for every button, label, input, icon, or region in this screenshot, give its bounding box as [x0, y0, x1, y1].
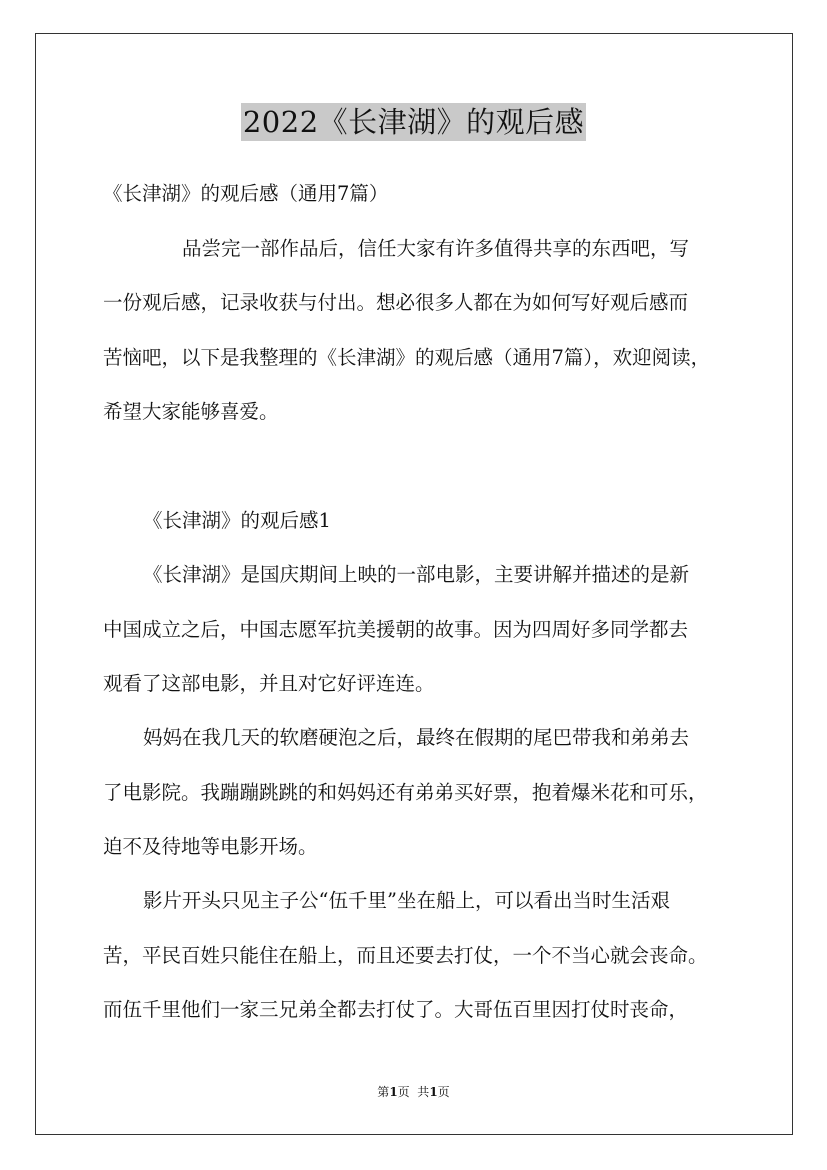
page-current: 1 — [389, 1085, 398, 1099]
body-line: 苦，平民百姓只能住在船上，而且还要去打仗，一个不当心就会丧命。 — [103, 944, 708, 967]
body-line: 而伍千里他们一家三兄弟全都去打仗了。大哥伍百里因打仗时丧命， — [103, 998, 689, 1021]
body-line: 了电影院。我蹦蹦跳跳的和妈妈还有弟弟买好票，抱着爆米花和可乐， — [103, 781, 708, 804]
body-line: 影片开头只见主子公“伍千里”坐在船上，可以看出当时生活艰 — [143, 889, 670, 912]
body-line: 《长津湖》是国庆期间上映的一部电影，主要讲解并描述的是新 — [143, 563, 690, 586]
page-suffix: 页 — [437, 1085, 450, 1099]
intro-line: 希望大家能够喜爱。 — [103, 400, 279, 423]
intro-line: 一份观后感，记录收获与付出。想必很多人都在为如何写好观后感而 — [103, 291, 689, 314]
title-container — [0, 103, 827, 141]
document-title: 2022《长津湖》的观后感 — [242, 105, 585, 139]
section-heading: 《长津湖》的观后感1 — [143, 509, 331, 532]
page-footer — [0, 1084, 827, 1100]
intro-line: 苦恼吧，以下是我整理的《长津湖》的观后感（通用7篇），欢迎阅读， — [103, 346, 711, 369]
document-subtitle: 《长津湖》的观后感（通用7篇） — [103, 182, 389, 205]
body-line: 中国成立之后，中国志愿军抗美援朝的故事。因为四周好多同学都去 — [103, 618, 689, 641]
body-line: 观看了这部电影，并且对它好评连连。 — [103, 672, 435, 695]
page-total: 1 — [429, 1085, 438, 1099]
page-prefix: 第 — [377, 1085, 390, 1099]
intro-line: 品尝完一部作品后，信任大家有许多值得共享的东西吧，写 — [182, 237, 690, 260]
body-line: 迫不及待地等电影开场。 — [103, 835, 318, 858]
page-mid: 页 共 — [397, 1085, 430, 1099]
body-line: 妈妈在我几天的软磨硬泡之后，最终在假期的尾巴带我和弟弟去 — [143, 726, 690, 749]
